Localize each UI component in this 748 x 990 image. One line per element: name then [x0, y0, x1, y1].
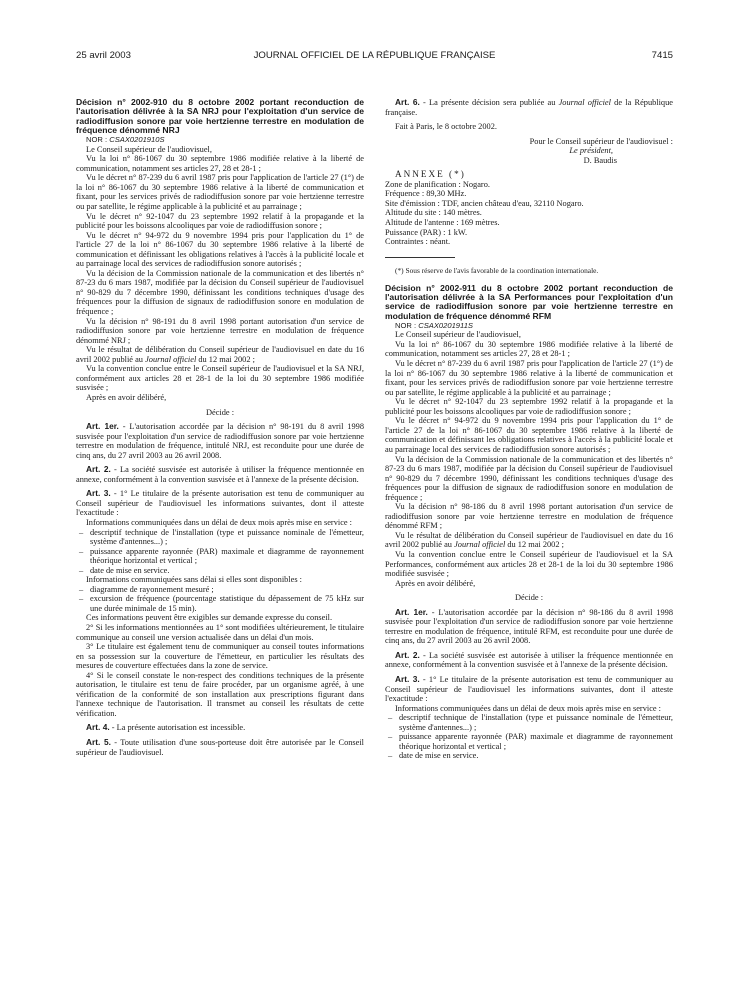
- article: Art. 2. - La société susvisée est autorisée à utiliser la fréquence mentionnée en annexe, conformément à la convention susvisée et à l'annexe de la présente décision.: [76, 464, 364, 484]
- paragraph: Vu la convention conclue entre le Conseil supérieur de l'audiovisuel et la SA NRJ, conformément aux articles 28 et 28-1 de la loi du 30 septembre 1986 modifiée susvisée ;: [76, 364, 364, 393]
- annex-line: Altitude du site : 140 mètres.: [385, 208, 482, 218]
- list-item: – descriptif technique de l'installation (type et puissance nominale de l'émetteur, système d'antennes...) ;: [385, 713, 673, 732]
- annex-line: Zone de planification : Nogaro.: [385, 179, 490, 189]
- paragraph: Vu le résultat de délibération du Conseil supérieur de l'audiovisuel en date du 16 avril 2002 publié au Journal officiel du 12 mai 2002 ;: [385, 530, 673, 550]
- annex-line: Altitude de l'antenne : 169 mètres.: [385, 218, 500, 228]
- decision-title: Décision n° 2002-910 du 8 octobre 2002 portant reconduction de l'autorisation délivrée à la SA NRJ pour l'exploitation d'un service de radiodiffusion sonore par voie hertzienne terrestre en modulation de fréquence dénommé NRJ: [76, 97, 364, 135]
- article: Art. 3. - 1° Le titulaire de la présente autorisation est tenu de communiquer au Conseil supérieur de l'audiovisuel les informations suivantes, dont il atteste l'exactitude :: [76, 488, 364, 518]
- article: Art. 4. - La présente autorisation est incessible.: [86, 722, 246, 733]
- paragraph: Le Conseil supérieur de l'audiovisuel,: [86, 144, 212, 154]
- header-date: 25 avril 2003: [76, 50, 131, 61]
- decision-title: Décision n° 2002-911 du 8 octobre 2002 portant reconduction de l'autorisation délivrée à la SA Performances pour l'exploitation d'un service de radiodiffusion sonore par voie hertzienne terrestre en modulation de fréquence dénommé RFM: [385, 282, 673, 321]
- paragraph: Vu la loi n° 86-1067 du 30 septembre 1986 modifiée relative à la liberté de communication, notamment ses articles 27, 28 et 28-1 ;: [385, 339, 673, 359]
- list-item: – descriptif technique de l'installation (type et puissance nominale de l'émetteur, système d'antennes...) ;: [76, 528, 364, 547]
- page-number: 7415: [651, 50, 673, 61]
- article: Art. 6. - La présente décision sera publiée au Journal officiel de la République française.: [385, 97, 673, 117]
- footnote: (*) Sous réserve de l'avis favorable de la coordination internationale.: [395, 265, 599, 275]
- paragraph: Vu le décret n° 87-239 du 6 avril 1987 pris pour l'application de l'article 27 (1°) de la loi n° 86-1067 du 30 septembre 1986 relative à la liberté de communication et fixant, pour les services privés de radiodiffusion sonore par voie hertzienne terrestre ou par satellite, le régime applicable à la publicité et au parrainage ;: [385, 359, 673, 397]
- article: Art. 2. - La société susvisée est autorisée à utiliser la fréquence mentionnée en annexe, conformément à la convention susvisée et à l'annexe de la présente décision.: [385, 649, 673, 670]
- paragraph: Après en avoir délibéré,: [395, 578, 476, 588]
- left-column: [76, 98, 364, 757]
- paragraph: Le Conseil supérieur de l'audiovisuel,: [395, 330, 521, 340]
- list-item: – puissance apparente rayonnée (PAR) maximale et diagramme de rayonnement théorique horizontal et vertical ;: [385, 732, 673, 751]
- paragraph: Vu la décision n° 98-191 du 8 avril 1998 portant autorisation d'un service de radiodiffusion sonore par voie hertzienne terrestre en modulation de fréquence dénommé NRJ ;: [76, 316, 364, 345]
- paragraph: Vu la décision de la Commission nationale de la communication et des libertés n° 87-23 du 6 mars 1987, modifiée par la décision du Conseil supérieur de l'audiovisuel n° 90-829 du 7 décembre 1990, définissant les conditions techniques d'usage des fréquences pour la diffusion de signaux de radiodiffusion sonore en modulation de fréquence ;: [76, 268, 364, 317]
- annex-line: Contraintes : néant.: [385, 237, 451, 247]
- signature-title: Le président,: [569, 146, 613, 156]
- paragraph: Vu le décret n° 92-1047 du 23 septembre 1992 relatif à la propagande et la publicité pour les boissons alcooliques par voie de radiodiffusion sonore ;: [76, 211, 364, 231]
- paragraph: 2° Si les informations mentionnées au 1° sont modifiées ultérieurement, le titulaire communique au conseil une version actualisée dans un délai d'un mois.: [76, 622, 364, 642]
- paragraph: Informations communiquées dans un délai de deux mois après mise en service :: [395, 703, 662, 713]
- decide-heading: Décide :: [205, 407, 235, 417]
- annex-line: Puissance (PAR) : 1 kW.: [385, 227, 468, 237]
- right-column: [385, 98, 673, 761]
- paragraph: Après en avoir délibéré,: [86, 392, 167, 402]
- paragraph: Vu le décret n° 94-972 du 9 novembre 1994 pris pour l'application du 1° de l'article 27 de la loi n° 86-1067 du 30 septembre 1986 relative à la liberté de communication et définissant les obligations relatives à l'accès à la publicité locale et au parrainage local des services de radiodiffusion sonore autorisés ;: [76, 230, 364, 269]
- list-item: – date de mise en service.: [76, 566, 364, 576]
- list-item: – excursion de fréquence (pourcentage statistique du dépassement de 75 kHz sur une durée minimale de 15 min).: [76, 594, 364, 613]
- article: Art. 3. - 1° Le titulaire de la présente autorisation est tenu de communiquer au Conseil supérieur de l'audiovisuel les informations suivantes, dont il atteste l'exactitude :: [385, 673, 673, 704]
- paragraph: Vu la loi n° 86-1067 du 30 septembre 1986 modifiée relative à la liberté de communication, notamment ses articles 27, 28 et 28-1 ;: [76, 154, 364, 173]
- annex-heading: ANNEXE (*): [395, 169, 466, 180]
- paragraph: 3° Le titulaire est également tenu de communiquer au conseil toutes informations en sa possession sur la couverture de l'émetteur, en particulier les résultats des mesures de couverture effectuées dans la zone de service.: [76, 642, 364, 671]
- list-item: – date de mise en service.: [385, 751, 673, 761]
- page-header: [76, 50, 673, 64]
- signature-for: Pour le Conseil supérieur de l'audiovisuel :: [529, 136, 673, 146]
- paragraph: Vu le décret n° 87-239 du 6 avril 1987 pris pour l'application de l'article 27 (1°) de la loi n° 86-1067 du 30 septembre 1986 relative à la liberté de communication et fixant, pour les services privés de radiodiffusion sonore par voie hertzienne terrestre ou par satellite, le régime applicable à la publicité et au parrainage ;: [76, 173, 364, 212]
- signature-place-date: Fait à Paris, le 8 octobre 2002.: [395, 122, 497, 132]
- paragraph: 4° Si le conseil constate le non-respect des conditions techniques de la présente autorisation, le titulaire est tenu de faire procéder, par un organisme agréé, à une vérification de la conformité de son installation aux prescriptions figurant dans l'annexe technique de l'autorisation. Il transmet au conseil les résultats de cette vérification.: [76, 670, 364, 718]
- nor-line: NOR : CSAX0201911S: [395, 320, 473, 330]
- article: Art. 1er. - L'autorisation accordée par la décision n° 98-186 du 8 avril 1998 susvisée pour l'exploitation d'un service de radiodiffusion sonore par voie hertzienne terrestre en modulation de fréquence, intitulé RFM, est reconduite pour une durée de cinq ans, du 27 avril 2003 au 26 avril 2008.: [385, 606, 673, 646]
- paragraph: Informations communiquées dans un délai de deux mois après mise en service :: [86, 517, 353, 527]
- article: Art. 1er. - L'autorisation accordée par la décision n° 98-191 du 8 avril 1998 susvisée pour l'exploitation d'un service de radiodiffusion sonore par voie hertzienne terrestre en modulation de fréquence, intitulé NRJ, est reconduite pour une durée de cinq ans, du 27 avril 2003 au 26 avril 2008.: [76, 421, 364, 460]
- signature-name: D. Baudis: [583, 155, 617, 165]
- paragraph: Vu la convention conclue entre le Conseil supérieur de l'audiovisuel et la SA Performances, conformément aux articles 28 et 28-1 de la loi du 30 septembre 1986 modifiée susvisée ;: [385, 549, 673, 579]
- decide-heading: Décide :: [514, 593, 544, 603]
- paragraph: Informations communiquées sans délai si elles sont disponibles :: [86, 575, 302, 585]
- annex-line: Site d'émission : TDF, ancien château d'eau, 32110 Nogaro.: [385, 198, 584, 208]
- paragraph: Vu la décision de la Commission nationale de la communication et des libertés n° 87-23 du 6 mars 1987, modifiée par la décision du Conseil supérieur de l'audiovisuel n° 90-829 du 7 décembre 1990, définissant les conditions techniques d'usage des fréquences pour la diffusion de signaux de radiodiffusion sonore en modulation de fréquence ;: [385, 454, 673, 502]
- annex-line: Fréquence : 89,30 MHz.: [385, 189, 467, 199]
- paragraph: Vu le résultat de délibération du Conseil supérieur de l'audiovisuel en date du 16 avril 2002 publié au Journal officiel du 12 mai 2002 ;: [76, 345, 364, 364]
- footnote-rule: [385, 257, 455, 258]
- list-item: – diagramme de rayonnement mesuré ;: [76, 585, 364, 595]
- paragraph: Vu le décret n° 94-972 du 9 novembre 1994 pris pour l'application du 1° de l'article 27 de la loi n° 86-1067 du 30 septembre 1986 relative à la liberté de communication et définissant les obligations relatives à l'accès à la publicité locale et au parrainage local des services de radiodiffusion sonore autorisés ;: [385, 416, 673, 454]
- nor-line: NOR : CSAX0201910S: [86, 135, 165, 145]
- journal-title: JOURNAL OFFICIEL DE LA RÉPUBLIQUE FRANÇAISE: [253, 50, 496, 61]
- paragraph: Ces informations peuvent être exigibles sur demande expresse du conseil.: [86, 613, 333, 623]
- list-item: – puissance apparente rayonnée (PAR) maximale et diagramme de rayonnement théorique horizontal et vertical ;: [76, 547, 364, 566]
- paragraph: Vu le décret n° 92-1047 du 23 septembre 1992 relatif à la propagande et la publicité pour les boissons alcooliques par voie de radiodiffusion sonore ;: [385, 397, 673, 416]
- paragraph: Vu la décision n° 98-186 du 8 avril 1998 portant autorisation d'un service de radiodiffusion sonore par voie hertzienne terrestre en modulation de fréquence dénommé RFM ;: [385, 502, 673, 531]
- article: Art. 5. - Toute utilisation d'une sous-porteuse doit être autorisée par le Conseil supérieur de l'audiovisuel.: [76, 737, 365, 757]
